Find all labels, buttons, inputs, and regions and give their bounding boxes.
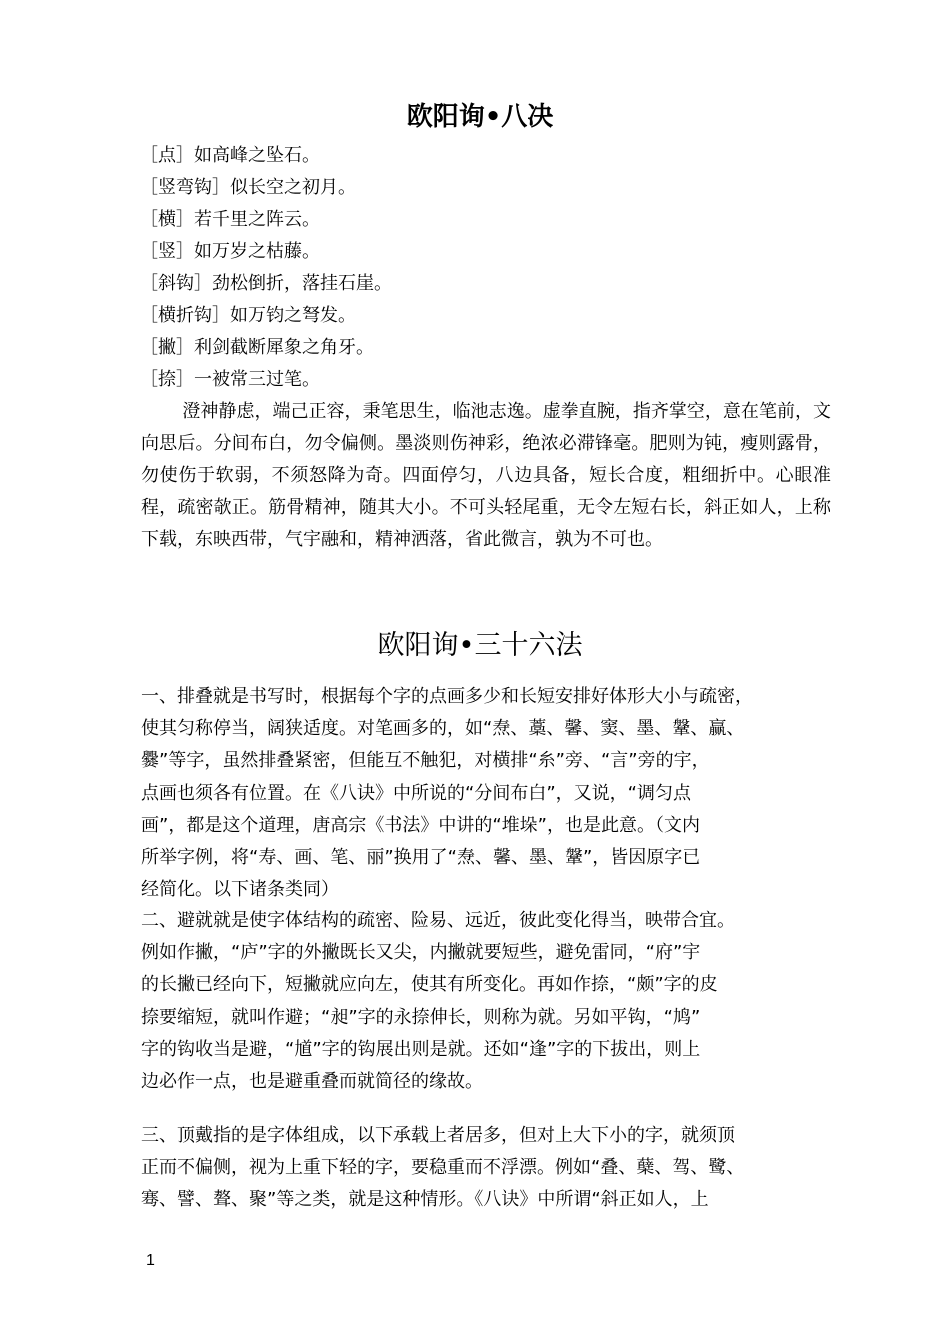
text-line: 骞、譬、聱、聚”等之类，就是这种情形。《八诀》中所谓“斜正如人，上: [141, 1189, 709, 1211]
text-line: 经简化。以下诸条类同）: [141, 879, 339, 901]
page-number: 1: [146, 1252, 155, 1269]
text-line: 捺要缩短，就叫作避；“昶”字的永捺伸长，则称为就。另如平钩，“鸠”: [141, 1006, 701, 1028]
text-line: 的长撇已经向下，短撇就应向左，使其有所变化。再如作捺，“颇”字的皮: [141, 974, 718, 996]
text-line: 点画也须各有位置。在《八诀》中所说的“分间布白”，又说，“调匀点: [141, 782, 691, 804]
rule-three-paragraph: [141, 1120, 836, 1217]
verse-line: ［竖弯钩］似长空之初月。: [140, 177, 356, 198]
verse-list: [140, 140, 840, 396]
text-line: 边必作一点，也是避重叠而就简径的缘故。: [141, 1071, 483, 1093]
bajue-paragraph: 澄神静虑，端己正容，秉笔思生，临池志逸。虚拳直腕，指齐掌空，意在笔前，文向思后。分间布白，勿令偏侧。墨淡则伤神彩，绝浓必滞锋毫。肥则为钝，瘦则露骨，勿使伤于软弱，不须怒降为奇。四面停匀，八边具备，短长合度，粗细折中。心眼准程，疏密欹正。筋骨精神，随其大小。不可头轻尾重，无令左短右长，斜正如人，上称下载，东映西带，气宇融和，精神洒落，省此微言，孰为不可也。: [141, 401, 831, 550]
text-line: 画”，都是这个道理，唐高宗《书法》中讲的“堆垛”，也是此意。（文内: [141, 814, 700, 836]
verse-line: ［捺］一被常三过笔。: [140, 369, 320, 390]
text-line: 例如作撇，“庐”字的外撇既长又尖，内撇就要短些，避免雷同，“府”宇: [141, 942, 701, 964]
text-line: 使其匀称停当，阔狭适度。对笔画多的，如“焘、藁、馨、窦、墨、鞶、赢、: [141, 718, 745, 740]
text-line: 正而不偏侧，视为上重下轻的字，要稳重而不浮漂。例如“叠、蘖、驾、鹭、: [141, 1157, 745, 1179]
section-title-36-methods: 欧阳询•三十六法: [377, 630, 583, 661]
verse-line: ［横］若千里之阵云。: [140, 209, 320, 230]
text-line: 所举字例，将“寿、画、笔、丽”换用了“焘、馨、墨、鞶”，皆因原字已: [141, 847, 701, 869]
verse-line: ［竖］如万岁之枯藤。: [140, 241, 320, 262]
rule-two-paragraph: [141, 905, 836, 1098]
text-line: 一、排叠就是书写时，根据每个字的点画多少和长短安排好体形大小与疏密，: [141, 686, 753, 707]
verse-line: ［斜钩］劲松倒折，落挂石崖。: [140, 273, 392, 294]
section-title-bajue: 欧阳询•八决: [406, 102, 554, 132]
rule-one-paragraph: [141, 681, 836, 906]
verse-line: ［撇］利剑截断犀象之角牙。: [140, 337, 374, 358]
text-line: 三、顶戴指的是字体组成，以下承载上者居多，但对上大下小的字，就须顶: [141, 1125, 735, 1146]
text-line: 爨”等字，虽然排叠紧密，但能互不触犯，对横排“糸”旁、“言”旁的宇，: [141, 750, 710, 772]
text-line: 二、避就就是使字体结构的疏密、险易、远近，彼此变化得当，映带合宜。: [141, 910, 735, 931]
verse-line: ［横折钩］如万钧之弩发。: [140, 305, 356, 326]
verse-line: ［点］如高峰之坠石。: [140, 145, 320, 166]
text-line: 字的钩收当是避，“馗”字的钩展出则是就。还如“逢”字的下拔出，则上: [141, 1038, 701, 1060]
